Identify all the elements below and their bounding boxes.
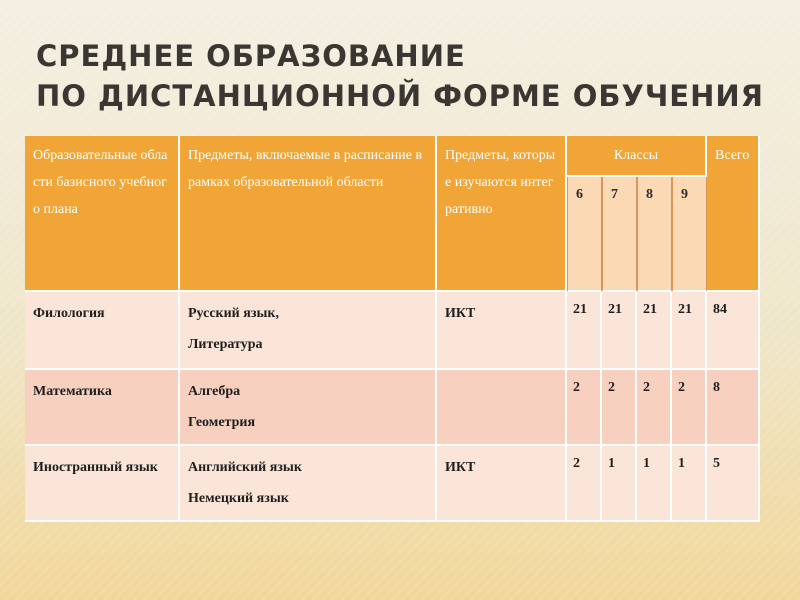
- grade-6-cell: 2: [567, 446, 602, 522]
- grade-7-cell: 1: [602, 446, 637, 522]
- grade-7-cell: 21: [602, 292, 637, 370]
- table-row: [25, 446, 760, 522]
- area-cell: Математика: [25, 370, 180, 446]
- area-cell: Филология: [25, 292, 180, 370]
- title-line-1: СРЕДНЕЕ ОБРАЗОВАНИЕ: [36, 39, 466, 73]
- grade-6-cell: 21: [567, 292, 602, 370]
- subject-item: Немецкий язык: [188, 491, 289, 506]
- total-cell: 8: [707, 370, 760, 446]
- subject-item: Английский язык: [188, 460, 302, 475]
- header-total: Всего: [707, 136, 760, 292]
- curriculum-table-container: [25, 136, 760, 506]
- integrative-cell: ИКТ: [437, 292, 567, 370]
- header-grade-7: 7: [602, 177, 637, 292]
- header-integrative: Предметы, которые изучаются интегративно: [437, 136, 567, 292]
- header-subjects: Предметы, включаемые в расписание в рамках образовательной области: [180, 136, 437, 292]
- subjects-cell: [180, 446, 437, 522]
- grade-9-cell: 1: [672, 446, 707, 522]
- table-row: [25, 370, 760, 446]
- subject-item: Геометрия: [188, 415, 256, 430]
- total-cell: 5: [707, 446, 760, 522]
- grade-6-cell: 2: [567, 370, 602, 446]
- grade-9-cell: 2: [672, 370, 707, 446]
- table-header: [25, 136, 760, 292]
- header-areas: Образовательные области базисного учебного плана: [25, 136, 180, 292]
- subjects-cell: [180, 292, 437, 370]
- page-title: [36, 36, 776, 116]
- grade-8-cell: 2: [637, 370, 672, 446]
- subject-item: Литература: [188, 337, 263, 352]
- total-cell: 84: [707, 292, 760, 370]
- grade-8-cell: 21: [637, 292, 672, 370]
- header-grade-9: 9: [672, 177, 707, 292]
- grade-7-cell: 2: [602, 370, 637, 446]
- subject-item: Алгебра: [188, 384, 241, 399]
- header-grade-8: 8: [637, 177, 672, 292]
- header-grades-group: Классы: [567, 136, 707, 177]
- title-line-2: ПО ДИСТАНЦИОННОЙ ФОРМЕ ОБУЧЕНИЯ: [36, 79, 764, 113]
- grade-9-cell: 21: [672, 292, 707, 370]
- area-cell: Иностранный язык: [25, 446, 180, 522]
- integrative-cell: ИКТ: [437, 446, 567, 522]
- integrative-cell: [437, 370, 567, 446]
- grade-8-cell: 1: [637, 446, 672, 522]
- curriculum-table: [25, 136, 760, 522]
- table-row: [25, 292, 760, 370]
- subjects-cell: [180, 370, 437, 446]
- header-grade-6: 6: [567, 177, 602, 292]
- subject-item: Русский язык,: [188, 306, 279, 321]
